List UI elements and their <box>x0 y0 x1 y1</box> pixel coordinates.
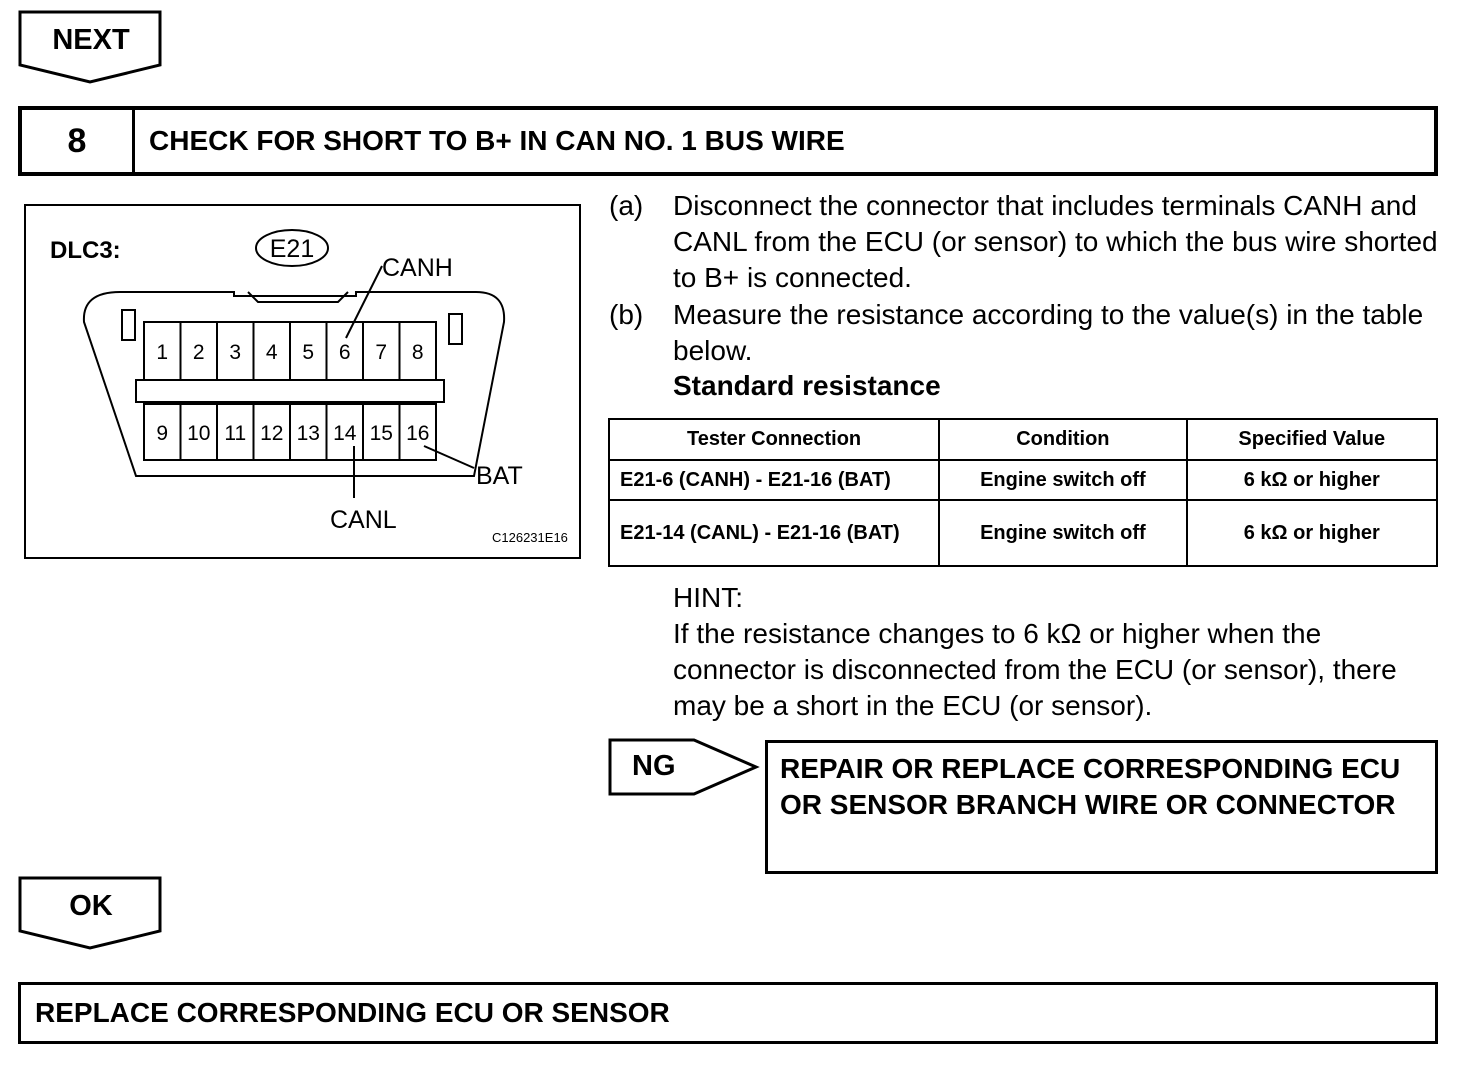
instruction-b-marker: (b) <box>609 299 644 330</box>
table-cell: E21-6 (CANH) - E21-16 (BAT) <box>609 460 939 500</box>
step-title: CHECK FOR SHORT TO B+ IN CAN NO. 1 BUS WIRE <box>149 125 845 156</box>
standard-resistance-label: Standard resistance <box>673 370 941 401</box>
table-row <box>609 460 1437 500</box>
connector-id: E21 <box>269 235 315 263</box>
top-pin-number: 1 <box>156 341 169 364</box>
hint-block <box>673 580 1433 724</box>
bottom-pin-row <box>144 404 436 460</box>
table-header: Condition <box>939 419 1186 460</box>
table-cell: Engine switch off <box>939 500 1186 566</box>
bat-label: BAT <box>476 462 523 490</box>
instruction-a-marker: (a) <box>609 190 644 221</box>
ng-label: NG <box>632 750 676 782</box>
table-header-row <box>609 419 1437 460</box>
instruction-b-text: Measure the resistance according to the value(s) in the table below. <box>673 299 1424 366</box>
connector-outline <box>84 292 504 476</box>
top-pin-number: 6 <box>338 341 351 364</box>
dlc3-figure <box>24 204 581 559</box>
hint-label: HINT: <box>673 582 743 613</box>
ng-result-box: REPAIR OR REPLACE CORRESPONDING ECU OR SENSOR BRANCH WIRE OR CONNECTOR <box>765 740 1438 874</box>
resistance-table <box>608 418 1438 567</box>
table-row <box>609 500 1437 566</box>
bottom-pin-number: 14 <box>333 422 357 445</box>
canl-label: CANL <box>330 506 397 534</box>
bottom-pin-number: 13 <box>296 422 320 445</box>
table-cell: E21-14 (CANL) - E21-16 (BAT) <box>609 500 939 566</box>
top-pin-number: 8 <box>411 341 424 364</box>
bottom-pin-number: 10 <box>187 422 211 445</box>
bottom-pin-number: 9 <box>156 422 169 445</box>
ok-label: OK <box>69 890 113 922</box>
table-header: Tester Connection <box>609 419 939 460</box>
left-tab <box>122 310 135 340</box>
top-pin-row <box>144 322 436 380</box>
top-pin-number: 4 <box>265 341 278 364</box>
table-header: Specified Value <box>1187 419 1437 460</box>
final-action-box: REPLACE CORRESPONDING ECU OR SENSOR <box>18 982 1438 1044</box>
canh-label: CANH <box>382 254 453 282</box>
hint-text: If the resistance changes to 6 kΩ or higher when the connector is disconnected from the ECU (or sensor), there may be a short in the ECU (or sensor). <box>673 618 1397 721</box>
connector-name: DLC3: <box>50 237 121 264</box>
figure-code: C126231E16 <box>492 530 568 545</box>
ng-arrow-shape <box>608 738 760 798</box>
bottom-pin-number: 15 <box>369 422 393 445</box>
dlc3-connector-diagram <box>26 206 579 557</box>
top-pin-number: 2 <box>192 341 205 364</box>
bat-leader <box>424 446 474 468</box>
top-pin-number: 3 <box>229 341 242 364</box>
table-cell: Engine switch off <box>939 460 1186 500</box>
step-number: 8 <box>22 110 135 172</box>
bottom-pin-number: 16 <box>406 422 430 445</box>
step-header <box>18 106 1438 176</box>
top-pin-number: 7 <box>375 341 388 364</box>
top-pin-number: 5 <box>302 341 315 364</box>
instruction-a <box>609 188 1449 298</box>
bottom-pin-number: 11 <box>224 422 247 445</box>
right-tab <box>449 314 462 344</box>
table-cell: 6 kΩ or higher <box>1187 460 1437 500</box>
instruction-a-text: Disconnect the connector that includes terminals CANH and CANL from the ECU (or sensor) to which the bus wire shorted to B+ is connected. <box>673 190 1438 293</box>
instruction-b <box>609 297 1449 371</box>
center-rib <box>136 380 444 402</box>
next-label: NEXT <box>52 24 130 56</box>
table-cell: 6 kΩ or higher <box>1187 500 1437 566</box>
bottom-pin-number: 12 <box>260 422 284 445</box>
